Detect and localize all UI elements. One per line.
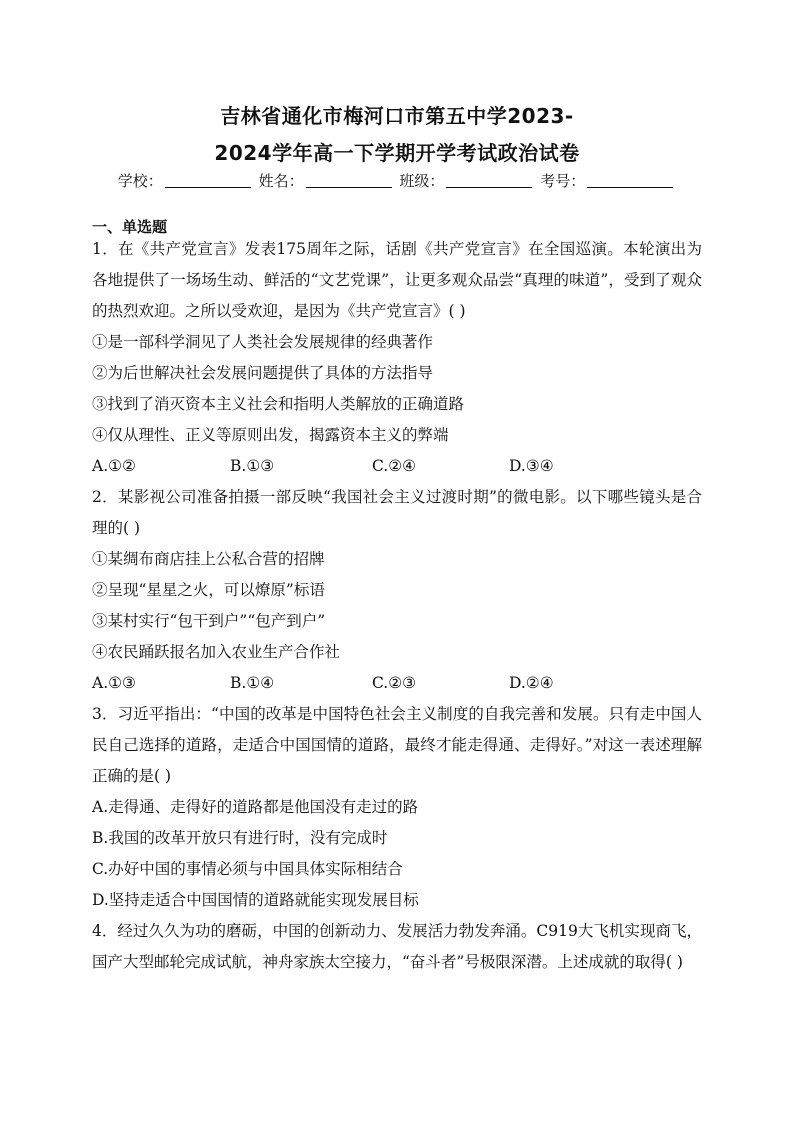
class-label: 班级： (399, 172, 445, 190)
statement-2-4: ④农民踊跃报名加入农业生产合作社 (92, 643, 341, 661)
name-blank (306, 173, 392, 188)
exam-number-label: 考号： (540, 172, 586, 190)
option-2-b: B.①④ (230, 674, 275, 692)
class-blank (446, 173, 532, 188)
option-2-a: A.①③ (92, 674, 136, 692)
statement-1-1: ①是一部科学洞见了人类社会发展规律的经典著作 (92, 333, 434, 351)
exam-title-line1: 吉林省通化市梅河口市第五中学2023- (220, 104, 574, 128)
option-3-c: C.办好中国的事情必须与中国具体实际相结合 (92, 860, 403, 878)
name-label: 姓名： (258, 172, 304, 190)
option-1-b: B.①③ (230, 457, 275, 475)
exam-title-line2: 2024学年高一下学期开学考试政治试卷 (214, 141, 580, 165)
option-3-a: A.走得通、走得好的道路都是他国没有走过的路 (92, 798, 419, 816)
question-stem-1: 1．在《共产党宣言》发表175周年之际，话剧《共产党宣言》在全国巡演。本轮演出为各地提供了一场场生动、鲜活的“文艺党课”，让更多观众品尝“真理的味道”，受到了观众的热烈欢迎。之所以受欢迎，是因为《共产党宣言》( ) (92, 240, 702, 320)
statement-2-1: ①某绸布商店挂上公私合营的招牌 (92, 550, 325, 568)
option-1-d: D.③④ (509, 457, 554, 475)
statement-1-3: ③找到了消灭资本主义社会和指明人类解放的正确道路 (92, 395, 465, 413)
option-3-b: B.我国的改革开放只有进行时，没有完成时 (92, 829, 388, 847)
question-stem-3: 3．习近平指出：“中国的改革是中国特色社会主义制度的自我完善和发展。只有走中国人民自己选择的道路，走适合中国国情的道路，最终才能走得通、走得好。”对这一表述理解正确的是( ) (92, 705, 702, 785)
option-1-a: A.①② (92, 457, 136, 475)
statement-1-2: ②为后世解决社会发展问题提供了具体的方法指导 (92, 364, 434, 382)
options-row-1 (92, 451, 702, 482)
option-1-c: C.②④ (372, 457, 417, 475)
statement-1-4: ④仅从理性、正义等原则出发，揭露资本主义的弊端 (92, 426, 449, 444)
section-title: 一、单选题 (92, 218, 168, 236)
question-stem-4: 4．经过久久为功的磨砺，中国的创新动力、发展活力勃发奔涌。C919大飞机实现商飞，国产大型邮轮完成试航，神舟家族太空接力，“奋斗者”号极限深潜。上述成就的取得( ) (92, 922, 702, 971)
statement-2-3: ③某村实行“包干到户”“包产到户” (92, 612, 326, 630)
question-stem-2: 2．某影视公司准备拍摄一部反映“我国社会主义过渡时期”的微电影。以下哪些镜头是合理的( ) (92, 488, 702, 537)
options-row-2 (92, 668, 702, 699)
school-blank (165, 173, 251, 188)
student-info-row (0, 170, 794, 191)
exam-number-blank (587, 173, 673, 188)
option-2-c: C.②③ (372, 674, 417, 692)
school-label: 学校： (117, 172, 163, 190)
option-3-d: D.坚持走适合中国国情的道路就能实现发展目标 (92, 891, 419, 909)
question-list (92, 234, 702, 978)
option-2-d: D.②④ (509, 674, 554, 692)
statement-2-2: ②呈现“星星之火，可以燎原”标语 (92, 581, 325, 599)
